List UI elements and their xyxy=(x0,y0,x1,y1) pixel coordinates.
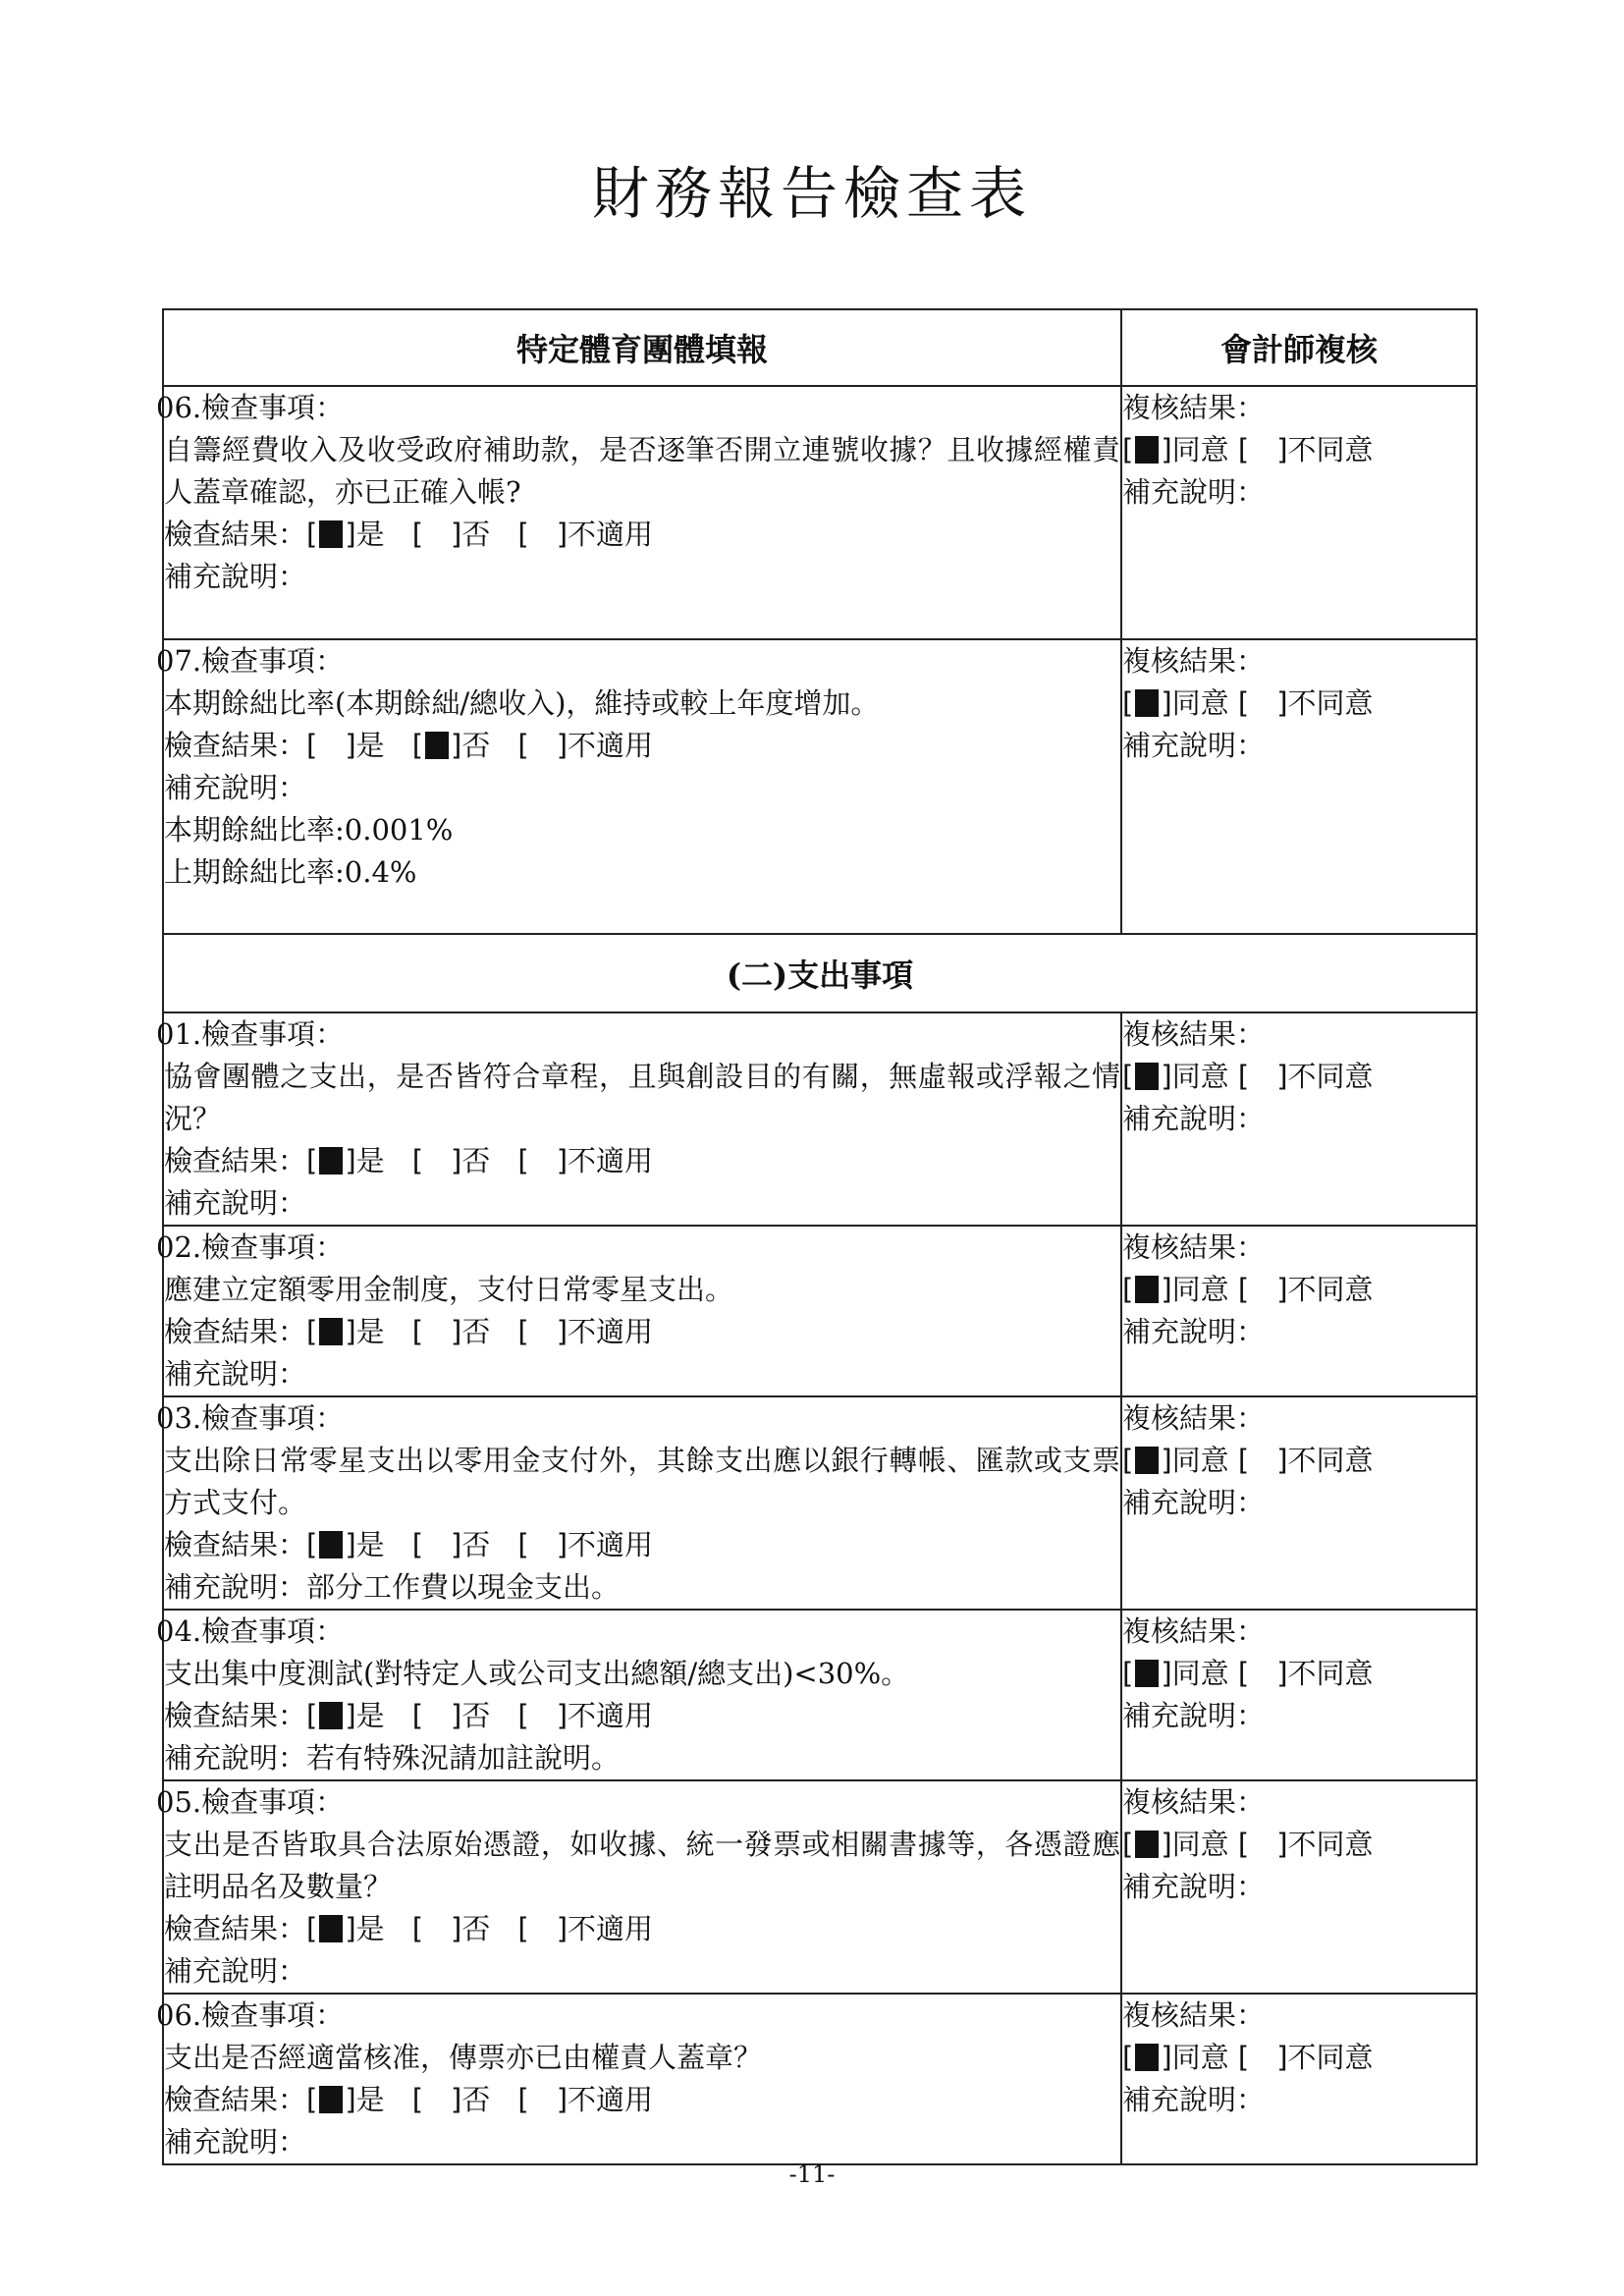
check-item-label: 檢查事項： xyxy=(201,1614,345,1648)
checkbox-disagree[interactable]: [ ] xyxy=(1237,686,1288,720)
option-agree-label: 同意 xyxy=(1171,1273,1229,1306)
remark-label: 補充說明： xyxy=(164,560,307,593)
check-item-cell xyxy=(156,1994,1121,2164)
remark-label: 補充說明： xyxy=(164,1570,307,1604)
review-cell xyxy=(1121,1012,1477,1226)
option-no-label: 否 xyxy=(461,2083,491,2116)
review-result-label: 複核結果： xyxy=(1122,644,1266,678)
checklist-row xyxy=(163,639,1477,934)
check-item-text: 自籌經費收入及收受政府補助款，是否逐筆否開立連號收據？且收據經權責人蓋章確認，亦已正確入帳? xyxy=(164,433,1120,509)
option-disagree-label: 不同意 xyxy=(1287,1444,1374,1477)
option-disagree-label: 不同意 xyxy=(1287,1828,1374,1861)
check-item-cell xyxy=(156,639,1121,934)
checkbox-yes[interactable]: [ ] xyxy=(306,518,356,551)
item-number: 06. xyxy=(156,1998,202,2032)
option-yes-label: 是 xyxy=(355,1699,385,1732)
remark-label: 補充說明： xyxy=(164,2125,307,2159)
checkbox-yes[interactable]: [ ] xyxy=(306,2083,356,2116)
review-remark-label: 補充說明： xyxy=(1122,1699,1266,1732)
option-no-label: 否 xyxy=(461,518,491,551)
checkbox-disagree[interactable]: [ ] xyxy=(1237,1273,1288,1306)
review-remark-label: 補充說明： xyxy=(1122,1315,1266,1348)
check-item-text: 支出除日常零星支出以零用金支付外，其餘支出應以銀行轉帳、匯款或支票方式支付。 xyxy=(164,1444,1120,1519)
option-yes-label: 是 xyxy=(355,518,385,551)
checkbox-no[interactable]: [ ] xyxy=(411,1315,462,1348)
check-item-cell xyxy=(156,1226,1121,1396)
review-remark-label: 補充說明： xyxy=(1122,1870,1266,1903)
check-result-label: 檢查結果： xyxy=(164,518,307,551)
checkbox-disagree[interactable]: [ ] xyxy=(1237,2041,1288,2074)
review-cell xyxy=(1121,1780,1477,1994)
check-item-cell xyxy=(156,1012,1121,1226)
checkbox-no[interactable]: [ ] xyxy=(411,1699,462,1732)
option-disagree-label: 不同意 xyxy=(1287,1657,1374,1690)
checkbox-agree[interactable]: [ ] xyxy=(1122,1444,1172,1477)
section-title: (二)支出事項 xyxy=(163,934,1477,1012)
checklist-row xyxy=(163,1610,1477,1780)
header-reviewer: 會計師複核 xyxy=(1121,309,1477,386)
check-result-label: 檢查結果： xyxy=(164,1144,307,1177)
checkbox-agree[interactable]: [ ] xyxy=(1122,686,1172,720)
extra-line: 本期餘絀比率:0.001% xyxy=(164,813,454,847)
option-na-label: 不適用 xyxy=(568,1144,654,1177)
option-na-label: 不適用 xyxy=(568,1315,654,1348)
option-na-label: 不適用 xyxy=(568,2083,654,2116)
check-result-label: 檢查結果： xyxy=(164,729,307,762)
option-no-label: 否 xyxy=(461,1528,491,1561)
check-item-cell xyxy=(156,1610,1121,1780)
check-result-label: 檢查結果： xyxy=(164,1528,307,1561)
review-cell xyxy=(1121,1226,1477,1396)
checkbox-disagree[interactable]: [ ] xyxy=(1237,1060,1288,1093)
option-no-label: 否 xyxy=(461,1144,491,1177)
option-agree-label: 同意 xyxy=(1171,1444,1229,1477)
checkbox-na[interactable]: [ ] xyxy=(517,1144,568,1177)
remark-label: 補充說明： xyxy=(164,1741,307,1775)
review-result-label: 複核結果： xyxy=(1122,391,1266,424)
checklist-row xyxy=(163,1396,1477,1610)
review-result-label: 複核結果： xyxy=(1122,1785,1266,1819)
review-cell xyxy=(1121,386,1477,639)
check-item-label: 檢查事項： xyxy=(201,644,345,678)
checkbox-na[interactable]: [ ] xyxy=(517,1912,568,1945)
checkbox-yes[interactable]: [ ] xyxy=(306,729,356,762)
option-agree-label: 同意 xyxy=(1171,1828,1229,1861)
checkbox-agree[interactable]: [ ] xyxy=(1122,2041,1172,2074)
review-remark-label: 補充說明： xyxy=(1122,1486,1266,1519)
option-agree-label: 同意 xyxy=(1171,1060,1229,1093)
remark-label: 補充說明： xyxy=(164,1186,307,1220)
item-number: 06. xyxy=(156,391,202,424)
table-header-row xyxy=(163,309,1477,386)
checkbox-na[interactable]: [ ] xyxy=(517,1528,568,1561)
option-disagree-label: 不同意 xyxy=(1287,1060,1374,1093)
option-disagree-label: 不同意 xyxy=(1287,686,1374,720)
option-na-label: 不適用 xyxy=(568,1699,654,1732)
review-cell xyxy=(1121,1610,1477,1780)
checkbox-yes[interactable]: [ ] xyxy=(306,1912,356,1945)
item-number: 07. xyxy=(156,644,202,678)
checkbox-no[interactable]: [ ] xyxy=(411,1528,462,1561)
checkbox-disagree[interactable]: [ ] xyxy=(1237,1657,1288,1690)
item-number: 03. xyxy=(156,1401,202,1435)
check-result-label: 檢查結果： xyxy=(164,2083,307,2116)
checklist-table xyxy=(156,308,1478,2165)
review-result-label: 複核結果： xyxy=(1122,1230,1266,1264)
checkbox-no[interactable]: [ ] xyxy=(411,1912,462,1945)
check-item-label: 檢查事項： xyxy=(201,1401,345,1435)
option-disagree-label: 不同意 xyxy=(1287,1273,1374,1306)
checkbox-na[interactable]: [ ] xyxy=(517,1699,568,1732)
check-item-text: 應建立定額零用金制度，支付日常零星支出。 xyxy=(164,1273,734,1306)
option-yes-label: 是 xyxy=(355,1144,385,1177)
option-agree-label: 同意 xyxy=(1171,2041,1229,2074)
option-no-label: 否 xyxy=(461,1912,491,1945)
option-na-label: 不適用 xyxy=(568,729,654,762)
page-number: -11- xyxy=(788,2160,836,2188)
check-item-label: 檢查事項： xyxy=(201,1230,345,1264)
checkbox-na[interactable]: [ ] xyxy=(517,1315,568,1348)
review-remark-label: 補充說明： xyxy=(1122,729,1266,762)
item-number: 05. xyxy=(156,1785,202,1819)
remark-label: 補充說明： xyxy=(164,1357,307,1391)
check-item-text: 協會團體之支出，是否皆符合章程，且與創設目的有關，無虛報或浮報之情況？ xyxy=(164,1060,1120,1135)
option-yes-label: 是 xyxy=(355,1912,385,1945)
checklist-row xyxy=(163,1012,1477,1226)
review-remark-label: 補充說明： xyxy=(1122,1102,1266,1135)
section-header-row xyxy=(163,934,1477,1012)
header-filer: 特定體育團體填報 xyxy=(163,309,1121,386)
option-no-label: 否 xyxy=(461,729,491,762)
checkbox-no[interactable]: [ ] xyxy=(411,729,462,762)
check-item-cell xyxy=(156,1780,1121,1994)
page-title: 財務報告檢查表 xyxy=(591,160,1032,227)
check-item-text: 支出是否經適當核准，傳票亦已由權責人蓋章？ xyxy=(164,2041,763,2074)
item-number: 02. xyxy=(156,1230,202,1264)
option-agree-label: 同意 xyxy=(1171,433,1229,466)
check-item-label: 檢查事項： xyxy=(201,1017,345,1051)
option-agree-label: 同意 xyxy=(1171,686,1229,720)
checklist-row xyxy=(163,1994,1477,2164)
check-item-cell xyxy=(156,1396,1121,1610)
checkbox-disagree[interactable]: [ ] xyxy=(1237,1444,1288,1477)
check-item-label: 檢查事項： xyxy=(201,391,345,424)
checklist-row xyxy=(163,1226,1477,1396)
check-item-text: 支出集中度測試(對特定人或公司支出總額/總支出)<30%。 xyxy=(164,1657,910,1690)
checkbox-yes[interactable]: [ ] xyxy=(306,1315,356,1348)
checkbox-yes[interactable]: [ ] xyxy=(306,1699,356,1732)
review-cell xyxy=(1121,639,1477,934)
checkbox-agree[interactable]: [ ] xyxy=(1122,1828,1172,1861)
remark-label: 補充說明： xyxy=(164,1954,307,1988)
checkbox-yes[interactable]: [ ] xyxy=(306,1528,356,1561)
checkbox-agree[interactable]: [ ] xyxy=(1122,1657,1172,1690)
option-disagree-label: 不同意 xyxy=(1287,2041,1374,2074)
check-item-label: 檢查事項： xyxy=(201,1785,345,1819)
option-yes-label: 是 xyxy=(355,1315,385,1348)
checkbox-disagree[interactable]: [ ] xyxy=(1237,433,1288,466)
check-item-cell xyxy=(156,386,1121,639)
option-na-label: 不適用 xyxy=(568,518,654,551)
review-cell xyxy=(1121,1396,1477,1610)
option-no-label: 否 xyxy=(461,1315,491,1348)
review-result-label: 複核結果： xyxy=(1122,1998,1266,2032)
option-agree-label: 同意 xyxy=(1171,1657,1229,1690)
remark-text: 部分工作費以現金支出。 xyxy=(306,1570,621,1604)
checkbox-no[interactable]: [ ] xyxy=(411,2083,462,2116)
option-no-label: 否 xyxy=(461,1699,491,1732)
remark-label: 補充說明： xyxy=(164,771,307,804)
item-number: 01. xyxy=(156,1017,202,1051)
option-yes-label: 是 xyxy=(355,729,385,762)
remark-text: 若有特殊況請加註說明。 xyxy=(306,1741,621,1775)
review-result-label: 複核結果： xyxy=(1122,1017,1266,1051)
option-yes-label: 是 xyxy=(355,2083,385,2116)
review-remark-label: 補充說明： xyxy=(1122,2083,1266,2116)
review-cell xyxy=(1121,1994,1477,2164)
checkbox-agree[interactable]: [ ] xyxy=(1122,1273,1172,1306)
check-result-label: 檢查結果： xyxy=(164,1699,307,1732)
check-item-text: 本期餘絀比率(本期餘絀/總收入)，維持或較上年度增加。 xyxy=(164,686,880,720)
checkbox-yes[interactable]: [ ] xyxy=(306,1144,356,1177)
checkbox-na[interactable]: [ ] xyxy=(517,729,568,762)
option-yes-label: 是 xyxy=(355,1528,385,1561)
checkbox-agree[interactable]: [ ] xyxy=(1122,433,1172,466)
review-result-label: 複核結果： xyxy=(1122,1614,1266,1648)
check-item-label: 檢查事項： xyxy=(201,1998,345,2032)
option-na-label: 不適用 xyxy=(568,1528,654,1561)
check-item-text: 支出是否皆取具合法原始憑證，如收據、統一發票或相關書據等，各憑證應註明品名及數量？ xyxy=(164,1828,1120,1903)
review-remark-label: 補充說明： xyxy=(1122,475,1266,509)
review-result-label: 複核結果： xyxy=(1122,1401,1266,1435)
check-result-label: 檢查結果： xyxy=(164,1912,307,1945)
item-number: 04. xyxy=(156,1614,202,1648)
checkbox-no[interactable]: [ ] xyxy=(411,518,462,551)
check-result-label: 檢查結果： xyxy=(164,1315,307,1348)
checkbox-na[interactable]: [ ] xyxy=(517,2083,568,2116)
checkbox-na[interactable]: [ ] xyxy=(517,518,568,551)
checkbox-no[interactable]: [ ] xyxy=(411,1144,462,1177)
checklist-row xyxy=(163,1780,1477,1994)
option-na-label: 不適用 xyxy=(568,1912,654,1945)
checkbox-agree[interactable]: [ ] xyxy=(1122,1060,1172,1093)
option-disagree-label: 不同意 xyxy=(1287,433,1374,466)
extra-line: 上期餘絀比率:0.4% xyxy=(164,855,417,889)
checkbox-disagree[interactable]: [ ] xyxy=(1237,1828,1288,1861)
checklist-row xyxy=(163,386,1477,639)
